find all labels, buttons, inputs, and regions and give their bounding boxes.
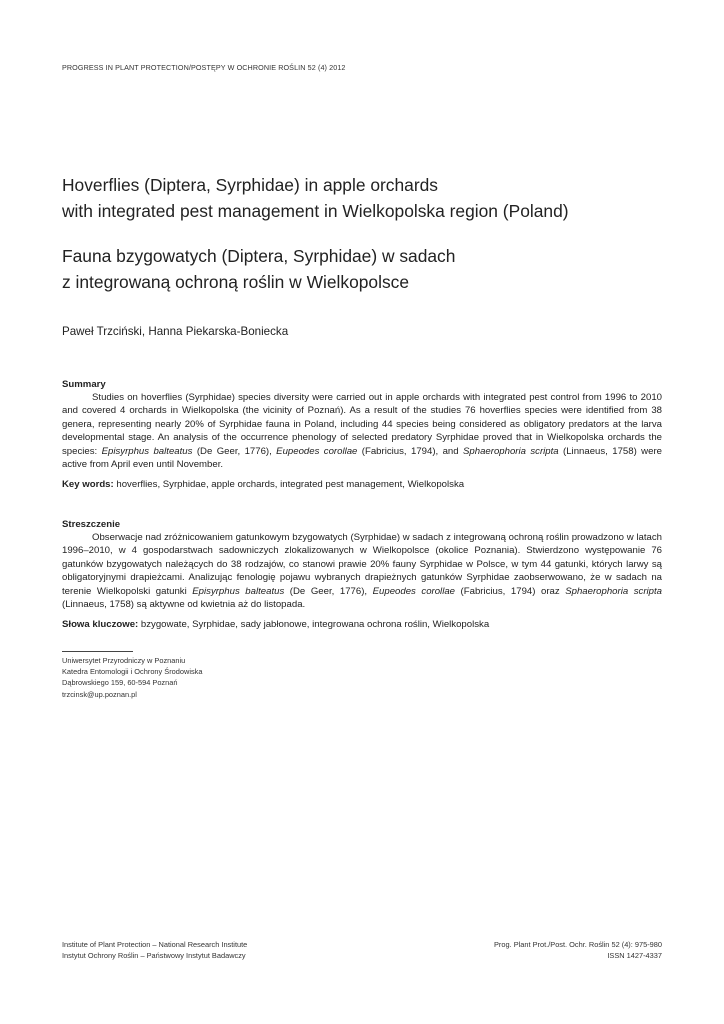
streszczenie-text-part-4: (Linnaeus, 1758) są aktywne od kwietnia aż do listopada. [62, 599, 306, 611]
footer-institute-pl: Instytut Ochrony Roślin – Państwowy Instytut Badawczy [62, 951, 246, 961]
slowa-kluczowe-list: bzygowate, Syrphidae, sady jabłonowe, integrowana ochrona roślin, Wielkopolska [138, 619, 490, 631]
keywords-list: hoverflies, Syrphidae, apple orchards, integrated pest management, Wielkopolska [113, 479, 465, 491]
footer-citation [494, 939, 662, 961]
affiliation-department: Katedra Entomologii i Ochrony Środowiska [62, 667, 203, 677]
summary-species-1: Episyrphus balteatus [101, 445, 193, 457]
affiliation-university: Uniwersytet Przyrodniczy w Poznaniu [62, 656, 186, 665]
summary-text-part-2: (De Geer, 1776), [192, 445, 277, 457]
keywords-label: Key words: [62, 479, 114, 491]
streszczenie-section [62, 518, 662, 631]
streszczenie-species-1: Episyrphus balteatus [192, 585, 285, 597]
streszczenie-heading: Streszczenie [62, 519, 121, 530]
summary-heading: Summary [62, 379, 106, 390]
streszczenie-text-part-1: Obserwacje nad zróżnicowaniem gatunkowym bzygowatych (Syrphidae) w sadach z integrowaną ochroną roślin prowadzono w latach 1996–2010, w 4 gospodarstwach sadowniczych zlokalizowanych w Wielkopolsce (okolice Poznania). Stwierdzono występowanie 76 gatunków bzygowatych należących do 38 rodzajów, co stanowi prawie 20% fauny Syrphidae w Polsce, w tym 44 gatunki, których larwy są obligatoryjnymi drapieżcami. Analizując fenologię pojawu wybranych drapieżnych gatunków Syrphidae zaobserwowano, że w sadach na terenie Wielkopolski gatunki [62, 532, 662, 597]
authors: Paweł Trzciński, Hanna Piekarska-Boniecka [62, 325, 289, 338]
streszczenie-text [62, 531, 662, 611]
summary-text-part-1: Studies on hoverflies (Syrphidae) species diversity were carried out in apple orchards with integrated pest control from 1996 to 2010 and covered 4 orchards in Wielkopolska (the vicinity of Poznań). As a result of the studies 76 hoverflies species were identified from 38 genera, representing nearly 20% of Syrphidae fauna in Poland, including 44 species being considered as obligatory predators at the larva developmental stage. An analysis of the occurrence phenology of selected predatory Syrphidae proved that in Wielkopolska orchards the species: [62, 392, 662, 457]
summary-species-2: Eupeodes corollae [276, 445, 358, 457]
footer-journal-ref: Prog. Plant Prot./Post. Ochr. Roślin 52 (4): 975-980 [493, 940, 662, 949]
running-head: PROGRESS IN PLANT PROTECTION/POSTĘPY W OCHRONIE ROŚLIN 52 (4) 2012 [62, 63, 346, 72]
affiliation [62, 655, 203, 700]
streszczenie-text-part-3: (Fabricius, 1794) oraz [455, 585, 566, 597]
slowa-kluczowe-line [62, 618, 662, 631]
title-english-line-1: Hoverflies (Diptera, Syrphidae) in apple orchards [62, 175, 439, 195]
summary-text [62, 391, 662, 471]
affiliation-email: trzcinsk@up.poznan.pl [62, 689, 137, 699]
footer-institute-en: Institute of Plant Protection – National Research Institute [62, 940, 248, 949]
footer-institute [62, 939, 247, 961]
summary-text-part-3: (Fabricius, 1794), and [357, 445, 464, 457]
title-english [62, 172, 662, 224]
streszczenie-species-3: Sphaerophoria scripta [565, 585, 662, 597]
streszczenie-text-part-2: (De Geer, 1776), [284, 585, 373, 597]
affiliation-address: Dąbrowskiego 159, 60-594 Poznań [62, 678, 178, 688]
summary-species-3: Sphaerophoria scripta [463, 445, 559, 457]
keywords-line [62, 478, 662, 491]
title-polish-line-1: Fauna bzygowatych (Diptera, Syrphidae) w sadach [62, 246, 456, 266]
summary-text-part-4: (Linnaeus, 1758) were active from April even until November. [62, 445, 662, 471]
streszczenie-species-2: Eupeodes corollae [372, 585, 455, 597]
slowa-kluczowe-label: Słowa kluczowe: [62, 619, 139, 631]
title-polish-line-2: z integrowaną ochroną roślin w Wielkopolsce [62, 272, 410, 292]
footer-issn: ISSN 1427-4337 [607, 951, 662, 961]
title-polish [62, 243, 662, 295]
title-english-line-2: with integrated pest management in Wielkopolska region (Poland) [62, 201, 569, 221]
summary-section [62, 378, 662, 491]
footnote-divider [62, 651, 133, 652]
